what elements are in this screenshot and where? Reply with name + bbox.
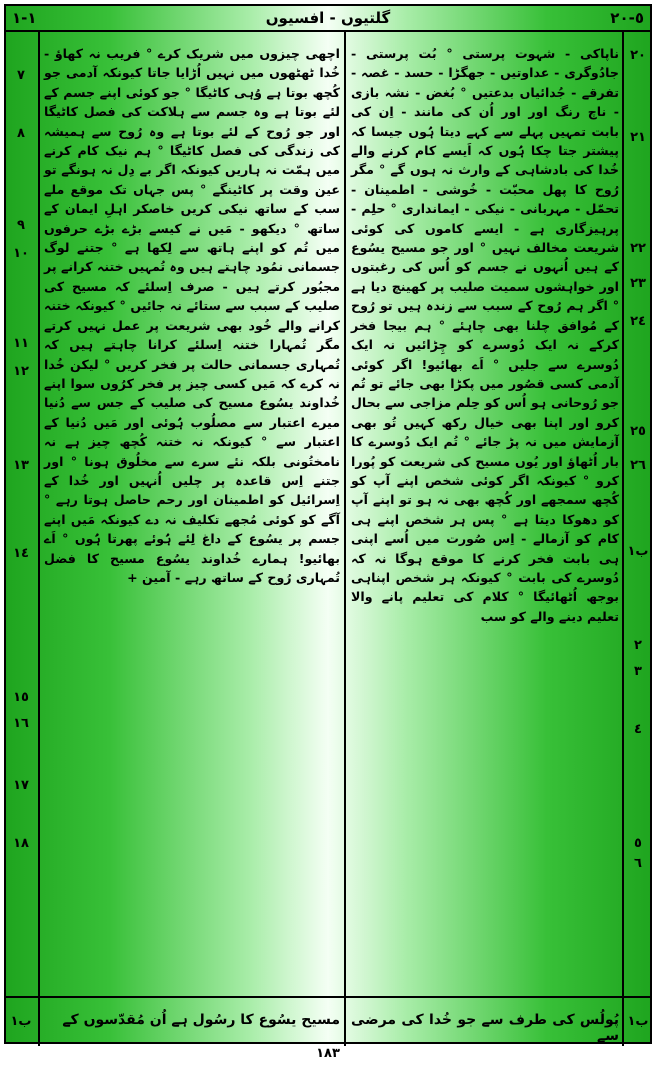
center-divider bbox=[344, 30, 346, 1046]
left-chapter-ref: ١-١ bbox=[12, 9, 37, 27]
right-chapter-ref: ٥-٢٠ bbox=[610, 9, 644, 27]
verse-number: ١٧ bbox=[13, 778, 29, 793]
verse-number: ٢١ bbox=[630, 130, 646, 145]
verse-number: ١٨ bbox=[13, 836, 29, 851]
verse-number: ٢٥ bbox=[630, 424, 646, 439]
verse-number: ٩ bbox=[17, 218, 25, 233]
verse-number: ٨ bbox=[17, 126, 25, 141]
verse-number: ٢٠ bbox=[630, 48, 646, 63]
chapter-marker: ب١ bbox=[627, 1014, 649, 1029]
ephesians-opening-left: مسیح یسُوع کا رسُول ہے اُن مُقدّسوں کے bbox=[62, 1012, 340, 1028]
verse-number: ٤ bbox=[634, 722, 642, 737]
verse-number: ٢٤ bbox=[630, 314, 646, 329]
verse-number: ١١ bbox=[13, 336, 29, 351]
right-column-text: ناپاکی - شہوت پرستی ° بُت پرستی - جادُوگری - عداوتیں - جھگڑا - حسد - غصہ - تفرقے - جُدائیاں بدعتیں ° بُغض - نشہ بازی - ناچ رنگ اور اور اُن کی مانند - اِن کی بابت تمہیں پہلے سے کہے دیتا ہُوں جیسا کہ پیشتر جتا چکا ہُوں کہ اَیسے کام کرنے والے خُدا کی بادشاہی کے وارث نہ ہوں گے ° مگر رُوح کا پھل محبّت - خُوشی - اطمینان - تحمّل - مہربانی - نیکی - ایمانداری ° حلِم - پرہیزگاری ہے - ایسے کاموں کی کوئی شریعت مخالف نہیں ° اور جو مسیح یسُوع کے ہیں اُنہوں نے جسم کو اُس کی رغبتوں اور خواہشوں سمیت صلیب پر کھینچ دیا ہے ° اگر ہم رُوح کے سبب سے زندہ ہیں تو رُوح کے مُوافق چلنا بھی چاہئے ° ہم بیجا فخر کرکے نہ ایک دُوسرے کو چِڑائیں نہ ایک دُوسرے سے جلیں ° اَے بھائیو! اگر کوئی آدمی کسی قصُور میں پکڑا بھی جائے تو تُم جو رُوحانی ہو اُس کو حِلم مزاجی سے بحال کرو اور اپنا بھی خیال رکھ کہیں تُو بھی آزمایش میں نہ پڑ جائے ° تُم ایک دُوسرے کا بار اُٹھاؤ اور یُوں مسیح کی شریعت کو پُورا کرو ° کیونکہ اگر کوئی شخص اپنے آپ کو کُچھ سمجھے اور کُچھ بھی نہ ہو تو اپنے آپ کو دھوکا دیتا ہے ° پس ہر شخص اپنے ہی کام کو آزمالے - اِس صُورت میں اُسے اپنی ہی بابت فخر کرنے کا موقع ہوگا نہ کہ دُوسرے کی بابت ° کیونکہ ہر شخص اپناہی بوجھ اُٹھائیگا ° کلام کی تعلیم پانے والا تعلیم دینے والے کو سب bbox=[351, 46, 619, 624]
verse-number: ١٢ bbox=[13, 364, 29, 379]
right-margin-divider bbox=[622, 30, 624, 1046]
bottom-divider bbox=[6, 996, 650, 998]
verse-number: ١٣ bbox=[13, 458, 29, 473]
page-title: گلتیوں - افسیوں bbox=[265, 9, 391, 27]
verse-number: ٢٣ bbox=[630, 276, 646, 291]
chapter-marker: ب١ bbox=[10, 1014, 32, 1029]
verse-number: ١٦ bbox=[13, 716, 29, 731]
left-column-text: اچھی چیزوں میں شریک کرے ° فریب نہ کھاؤ - خُدا ٹھٹھوں میں نہیں اُڑایا جاتا کیونکہ آدمی جو کُچھ بوتا ہے وُہی کاٹیگا ° جو کوئی اپنے جسم کے لئے بوتا ہے وہ جسم سے ہلاکت کی فصل کاٹیگا اور جو رُوح کے لئے بوتا ہے وہ رُوح سے ہمیشہ کی زندگی کی فصل کاٹیگا ° ہم نیک کام کرنے میں ہمّت نہ ہاریں کیونکہ اگر بے دِل نہ ہونگے تو عین وقت پر کاٹینگے ° پس جہاں تک موقع ملے سب کے ساتھ نیکی کریں خاصکر اہلِ ایمان کے ساتھ ° دیکھو - مَیں نے کیسے بڑے بڑے حرفوں میں تُم کو اپنے ہاتھ سے لِکھا ہے ° جتنے لوگ جسمانی نمُود چاہتے ہیں وہ تُمہیں ختنہ کرانے پر مجبُور کرتے ہیں - صرف اِسلئے کہ مسیح کی صلیب کے سبب سے ستائے نہ جائیں ° کیونکہ ختنہ کرانے والے خُود بھی شریعت پر عمل نہیں کرتے مگر تُمہارا ختنہ اِسلئے کرانا چاہتے ہیں کہ تُمہاری جسمانی حالت پر فخر کریں ° لیکن خُدا نہ کرے کہ مَیں کسی چیز پر فخر کرُوں سوا اپنے خُداوند یسُوع مسیح کی صلیب کے جس سے دُنیا میرے اعتبار سے مصلُوب ہُوئی اور مَیں دُنیا کے اعتبار سے ° کیونکہ نہ ختنہ کُچھ چیز ہے نہ نامختُونی بلکہ نئے سرے سے مخلُوق ہونا ° اور جتنے اِس قاعدہ پر چلیں اُنہیں اور خُدا کے اِسرائیل کو اطمینان اور رحم حاصل ہوتا رہے ° آگے کو کوئی مُجھے تکلیف نہ دے کیونکہ مَیں اپنے جسم پر یسُوع کے داغ لِئے ہُوئے پھرتا ہُوں ° اَے بھائیو! ہمارے خُداوند یسُوع مسیح کا فضل تُمہاری رُوح کے ساتھ رہے - آمین + bbox=[44, 46, 340, 585]
verse-number: ب١ bbox=[627, 544, 649, 559]
verse-number: ٢٦ bbox=[630, 458, 646, 473]
verse-number: ٢ bbox=[634, 638, 642, 653]
verse-number: ٢٢ bbox=[630, 241, 646, 256]
scripture-page bbox=[4, 4, 652, 1044]
verse-number: ١٤ bbox=[13, 546, 29, 561]
verse-number: ١٥ bbox=[13, 690, 29, 705]
verse-number: ١٠ bbox=[13, 246, 29, 261]
page-header bbox=[6, 6, 650, 32]
verse-number: ٥ bbox=[634, 836, 642, 851]
verse-number: ٣ bbox=[634, 664, 642, 679]
verse-number: ٦ bbox=[634, 856, 642, 871]
left-margin-divider bbox=[38, 30, 40, 1046]
page-number: ١٨٣ bbox=[316, 1046, 340, 1061]
verse-number: ٧ bbox=[17, 68, 25, 83]
ephesians-opening-right: پُولُس کی طرف سے جو خُدا کی مرضی سے bbox=[351, 1012, 619, 1044]
